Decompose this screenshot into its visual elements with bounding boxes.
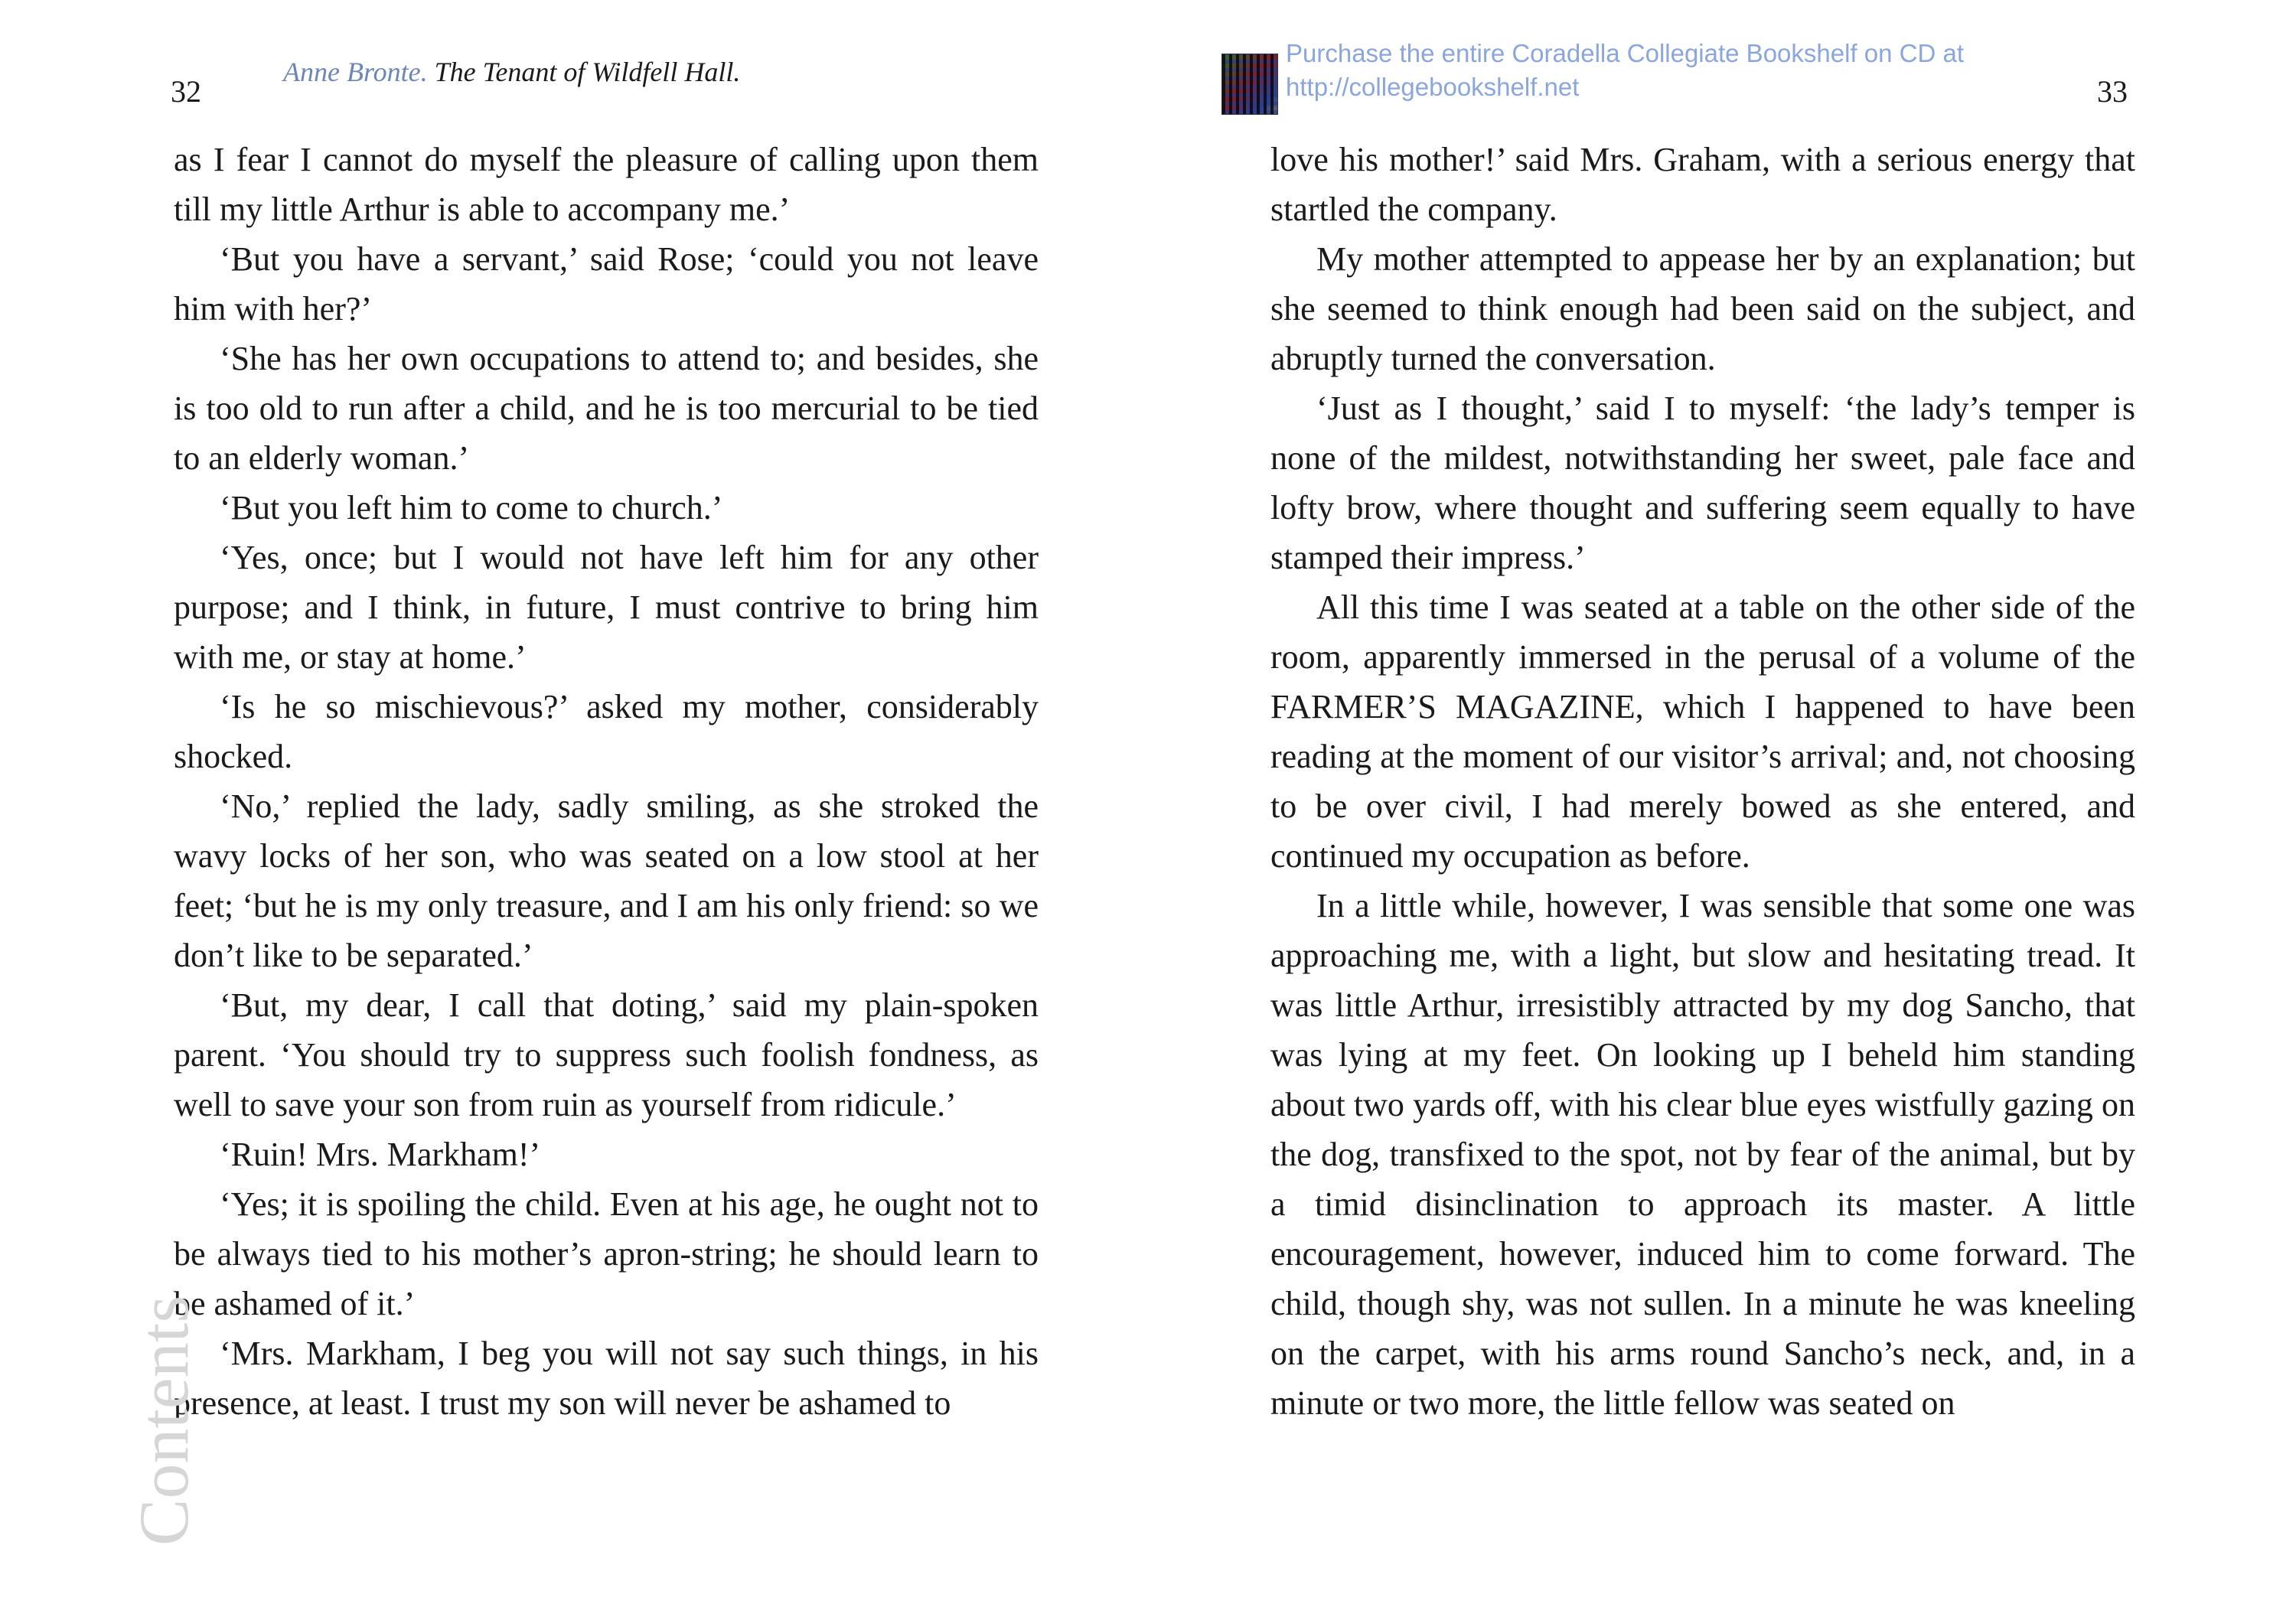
paragraph: In a little while, however, I was sensible that some one was approaching me, with a light, but slow and hesitating tread. It was little Arthur, irresistibly attracted by my dog Sancho, that was lying at my feet. On looking up I beheld him standing about two yards off, with his clear blue eyes wistfully gazing on the dog, transfixed to the spot, not by fear of the animal, but by a timid disinclination to approach its master. A little encouragement, however, induced him to come forward. The child, though shy, was not sullen. In a minute he was kneeling on the carpet, with his arms round Sancho’s neck, and, in a minute or two more, the little fellow was seated on — [1270, 887, 2135, 1422]
right-page — [1148, 0, 2296, 1607]
right-page-body — [1270, 135, 2135, 1428]
paragraph: ‘No,’ replied the lady, sadly smiling, as she stroked the wavy locks of her son, who was seated on a low stool at her feet; ‘but he is my only treasure, and I am his only friend: so we don’t like to be separated.’ — [174, 787, 1039, 974]
paragraph: ‘Just as I thought,’ said I to myself: ‘the lady’s temper is none of the mildest, notwithstanding her sweet, pale face and lofty brow, where thought and suffering seem equally to have stamped their impress.’ — [1270, 390, 2135, 576]
paragraph: ‘Ruin! Mrs. Markham!’ — [220, 1136, 541, 1173]
paragraph: ‘She has her own occupations to attend to; and besides, she is too old to run after a child, and he is too mercurial to be tied to an elderly woman.’ — [174, 340, 1039, 477]
paragraph: as I fear I cannot do myself the pleasure of calling upon them till my little Arthur is able to accompany me.’ — [174, 141, 1039, 228]
paragraph: All this time I was seated at a table on the other side of the room, apparently immersed in the perusal of a volume of the FARMER’S MAGAZINE, which I happened to have been reading at the moment of our visitor’s arrival; and, not choosing to be over civil, I had merely bowed as she entered, and continued my occupation as before. — [1270, 588, 2135, 875]
paragraph: love his mother!’ said Mrs. Graham, with a serious energy that startled the company. — [1270, 141, 2135, 228]
paragraph: ‘But you left him to come to church.’ — [220, 489, 723, 526]
qr-code-icon — [1221, 54, 1278, 115]
left-page-body — [174, 135, 1039, 1428]
promo-text[interactable]: Purchase the entire Coradella Collegiate Bookshelf on CD at — [1286, 39, 1965, 67]
page-number-right: 33 — [2097, 74, 2128, 109]
paragraph: ‘But you have a servant,’ said Rose; ‘could you not leave him with her?’ — [174, 240, 1039, 328]
promo-link[interactable]: http://collegebookshelf.net — [1286, 73, 1580, 101]
paragraph: ‘Is he so mischievous?’ asked my mother, considerably shocked. — [174, 688, 1039, 775]
paragraph: ‘Yes, once; but I would not have left him for any other purpose; and I think, in future, I must contrive to bring him with me, or stay at home.’ — [174, 539, 1039, 676]
running-head-title: The Tenant of Wildfell Hall. — [434, 57, 741, 87]
paragraph: ‘But, my dear, I call that doting,’ said my plain-spoken parent. ‘You should try to suppress such foolish fondness, as well to save your son from ruin as yourself from ridicule.’ — [174, 986, 1039, 1123]
paragraph: My mother attempted to appease her by an explanation; but she seemed to think enough had been said on the subject, and abruptly turned the conversation. — [1270, 240, 2135, 377]
contents-tab[interactable]: Contents — [125, 1295, 203, 1546]
running-head — [283, 55, 740, 89]
page-number-left: 32 — [171, 74, 201, 109]
running-head-author[interactable]: Anne Bronte. — [283, 57, 428, 87]
paragraph: ‘Mrs. Markham, I beg you will not say such things, in his presence, at least. I trust my son will never be ashamed to — [174, 1335, 1039, 1422]
paragraph: ‘Yes; it is spoiling the child. Even at his age, he ought not to be always tied to his mother’s apron-string; he should learn to be ashamed of it.’ — [174, 1185, 1039, 1322]
